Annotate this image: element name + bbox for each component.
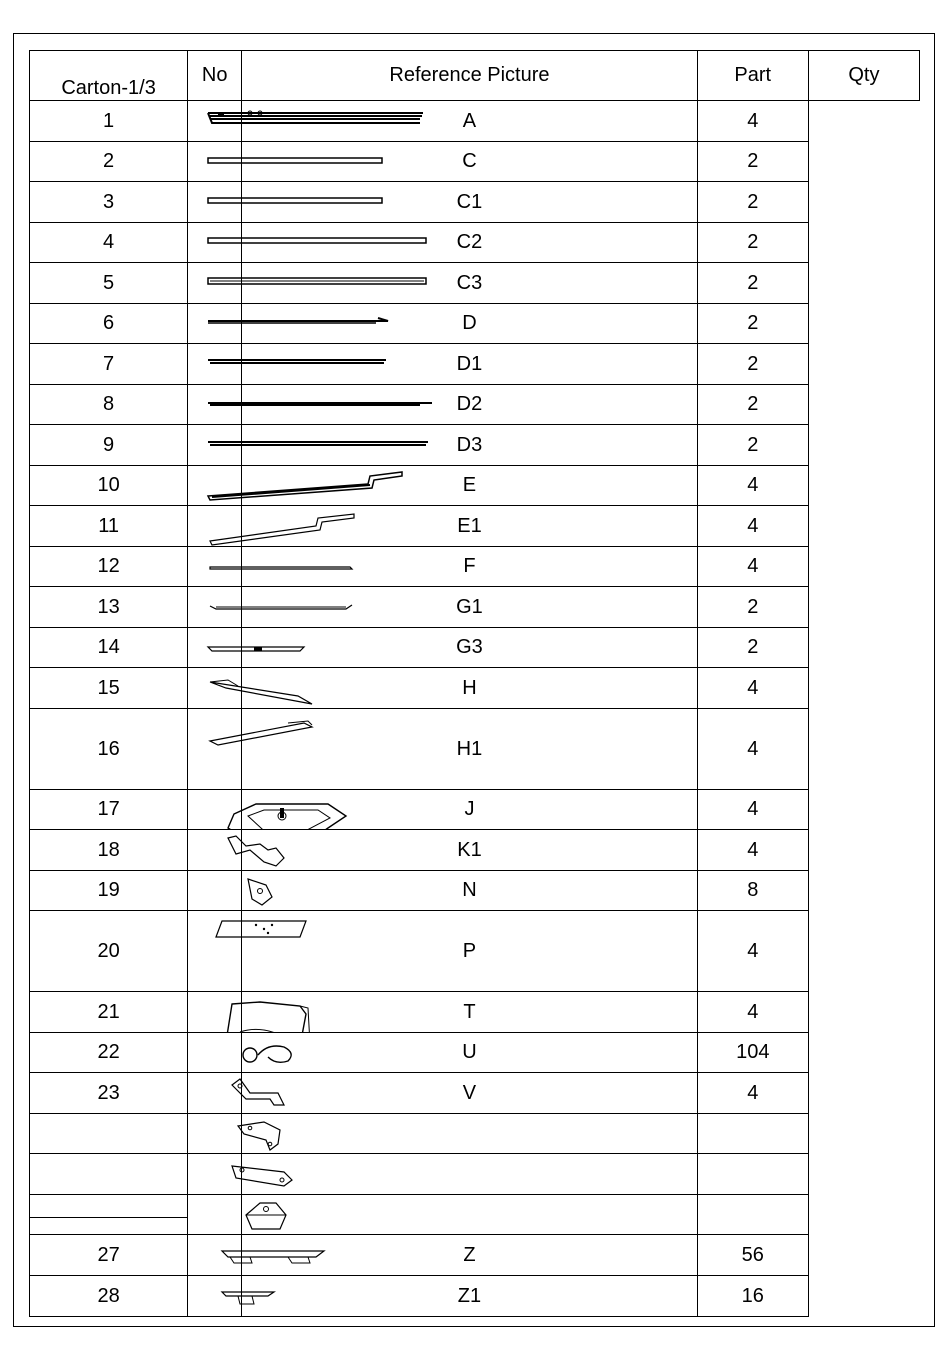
table-row — [30, 182, 920, 223]
table-row — [30, 466, 920, 506]
part-code: N — [242, 871, 698, 911]
table-row — [30, 101, 920, 142]
table-row — [30, 1235, 920, 1276]
reference-picture-cell — [188, 628, 242, 668]
reference-picture-cell — [188, 1033, 242, 1073]
connector-t-icon — [188, 992, 488, 1032]
reference-picture-cell — [188, 263, 242, 304]
plate-p-icon — [188, 911, 488, 991]
reference-picture-cell — [188, 466, 242, 506]
strip-f-icon — [188, 547, 488, 586]
row-number: 5 — [30, 263, 188, 304]
beam-d-icon — [188, 304, 488, 343]
header-row — [30, 51, 920, 101]
row-number: 20 — [30, 911, 188, 992]
bracket-n-icon — [188, 871, 488, 910]
hook-u-icon — [188, 1033, 488, 1072]
part-quantity: 2 — [697, 628, 808, 668]
rafter-e-icon — [188, 466, 488, 505]
block-blank-3-icon — [188, 1195, 488, 1234]
reference-picture-cell — [188, 1073, 242, 1114]
table-row — [30, 1033, 920, 1073]
part-code: F — [242, 547, 698, 587]
part-code: C2 — [242, 223, 698, 263]
row-number: 22 — [30, 1033, 188, 1073]
table-row — [30, 304, 920, 344]
table-row — [30, 911, 920, 992]
part-quantity: 16 — [697, 1276, 808, 1317]
part-code: E — [242, 466, 698, 506]
plate-blank-2-icon — [188, 1154, 488, 1194]
parts-table — [29, 50, 920, 1317]
reference-picture-cell — [188, 101, 242, 142]
part-code: D2 — [242, 385, 698, 425]
reference-picture-cell — [188, 587, 242, 628]
row-number: 18 — [30, 830, 188, 871]
parts-rows — [30, 101, 920, 1317]
part-quantity: 4 — [697, 1073, 808, 1114]
row-number: 12 — [30, 547, 188, 587]
part-code: Z1 — [242, 1276, 698, 1317]
table-row — [30, 830, 920, 871]
part-quantity: 4 — [697, 668, 808, 709]
row-number — [30, 1195, 188, 1235]
reference-picture-cell — [188, 668, 242, 709]
brace-h1-icon — [188, 709, 488, 789]
row-number: 10 — [30, 466, 188, 506]
part-code: C3 — [242, 263, 698, 304]
table-row — [30, 871, 920, 911]
bracket-k1-icon — [188, 830, 488, 870]
row-number: 27 — [30, 1235, 188, 1276]
long-rail-a-icon — [188, 101, 488, 141]
part-quantity — [697, 1154, 808, 1195]
table-row — [30, 1073, 920, 1114]
strip-g1-icon — [188, 587, 488, 627]
reference-picture-cell — [188, 182, 242, 223]
part-quantity: 56 — [697, 1235, 808, 1276]
part-code: C1 — [242, 182, 698, 223]
row-number: 7 — [30, 344, 188, 385]
clip-z-icon — [188, 1235, 488, 1275]
bar-c1-icon — [188, 182, 488, 222]
row-number: 13 — [30, 587, 188, 628]
reference-picture-cell — [188, 790, 242, 830]
table-row — [30, 709, 920, 790]
reference-picture-cell — [188, 425, 242, 466]
part-code: A — [242, 101, 698, 142]
reference-picture-cell — [188, 223, 242, 263]
part-code: P — [242, 911, 698, 992]
row-number: 9 — [30, 425, 188, 466]
row-number: 1 — [30, 101, 188, 142]
part-code: G1 — [242, 587, 698, 628]
part-quantity: 4 — [697, 547, 808, 587]
part-code: Z — [242, 1235, 698, 1276]
reference-picture-cell — [188, 871, 242, 911]
part-quantity: 2 — [697, 385, 808, 425]
row-number: 2 — [30, 142, 188, 182]
row-number: 21 — [30, 992, 188, 1033]
table-row — [30, 1154, 920, 1195]
beam-d3-icon — [188, 425, 488, 465]
row-number: 11 — [30, 506, 188, 547]
reference-picture-cell — [188, 547, 242, 587]
part-quantity: 2 — [697, 142, 808, 182]
part-quantity: 2 — [697, 263, 808, 304]
reference-picture-cell — [188, 1154, 242, 1195]
header-part: Part — [697, 51, 808, 101]
table-row — [30, 425, 920, 466]
part-quantity: 4 — [697, 101, 808, 142]
part-quantity: 2 — [697, 587, 808, 628]
part-quantity: 4 — [697, 709, 808, 790]
clip-z1-icon — [188, 1276, 488, 1316]
table-row — [30, 1276, 920, 1317]
row-number — [30, 1154, 188, 1195]
reference-picture-cell — [188, 1195, 242, 1235]
row-number: 14 — [30, 628, 188, 668]
beam-d1-icon — [188, 344, 488, 384]
part-quantity: 4 — [697, 830, 808, 871]
reference-picture-cell — [188, 385, 242, 425]
carton-divider — [29, 1217, 188, 1218]
part-code: G3 — [242, 628, 698, 668]
table-row — [30, 1195, 920, 1235]
reference-picture-cell — [188, 344, 242, 385]
reference-picture-cell — [188, 1114, 242, 1154]
part-quantity: 2 — [697, 344, 808, 385]
table-row — [30, 992, 920, 1033]
reference-picture-cell — [188, 709, 242, 790]
row-number: 16 — [30, 709, 188, 790]
part-quantity: 4 — [697, 911, 808, 992]
strip-g3-icon — [188, 628, 488, 667]
row-number: 6 — [30, 304, 188, 344]
part-code: U — [242, 1033, 698, 1073]
part-quantity: 104 — [697, 1033, 808, 1073]
part-code: E1 — [242, 506, 698, 547]
table-row — [30, 668, 920, 709]
brace-h-icon — [188, 668, 488, 708]
part-quantity — [697, 1195, 808, 1235]
part-quantity: 4 — [697, 466, 808, 506]
table-row — [30, 587, 920, 628]
part-code: K1 — [242, 830, 698, 871]
table-row — [30, 628, 920, 668]
table-row — [30, 223, 920, 263]
row-number: 3 — [30, 182, 188, 223]
header-no: No — [188, 51, 242, 101]
part-quantity — [697, 1114, 808, 1154]
part-quantity: 4 — [697, 506, 808, 547]
part-quantity: 2 — [697, 223, 808, 263]
part-code: D — [242, 304, 698, 344]
row-number: 17 — [30, 790, 188, 830]
part-quantity: 4 — [697, 992, 808, 1033]
table-row — [30, 1114, 920, 1154]
reference-picture-cell — [188, 992, 242, 1033]
table-row — [30, 547, 920, 587]
reference-picture-cell — [188, 911, 242, 992]
table-row — [30, 263, 920, 304]
part-code: H — [242, 668, 698, 709]
part-code: J — [242, 790, 698, 830]
part-quantity: 2 — [697, 425, 808, 466]
row-number: 23 — [30, 1073, 188, 1114]
row-number: 19 — [30, 871, 188, 911]
header-reference-picture: Reference Picture — [242, 51, 698, 101]
reference-picture-cell — [188, 1235, 242, 1276]
reference-picture-cell — [188, 304, 242, 344]
table-row — [30, 344, 920, 385]
bracket-blank-1-icon — [188, 1114, 488, 1153]
part-code: V — [242, 1073, 698, 1114]
reference-picture-cell — [188, 142, 242, 182]
bar-c3-icon — [188, 263, 488, 303]
base-plate-j-icon — [188, 790, 488, 829]
reference-picture-cell — [188, 830, 242, 871]
part-code: T — [242, 992, 698, 1033]
part-code: H1 — [242, 709, 698, 790]
bracket-v-icon — [188, 1073, 488, 1113]
row-number: 8 — [30, 385, 188, 425]
row-number — [30, 1114, 188, 1154]
part-quantity: 2 — [697, 182, 808, 223]
part-quantity: 4 — [697, 790, 808, 830]
table-row — [30, 790, 920, 830]
reference-picture-cell — [188, 1276, 242, 1317]
row-number: 15 — [30, 668, 188, 709]
carton-label: Carton-1/3 — [30, 51, 188, 101]
part-quantity: 8 — [697, 871, 808, 911]
bar-c2-icon — [188, 223, 488, 262]
table-row — [30, 385, 920, 425]
bar-c-icon — [188, 142, 488, 181]
part-quantity: 2 — [697, 304, 808, 344]
row-number: 28 — [30, 1276, 188, 1317]
beam-d2-icon — [188, 385, 488, 424]
table-row — [30, 506, 920, 547]
part-code: D1 — [242, 344, 698, 385]
part-code: D3 — [242, 425, 698, 466]
row-number: 4 — [30, 223, 188, 263]
rafter-e1-icon — [188, 506, 488, 546]
part-code: C — [242, 142, 698, 182]
header-qty: Qty — [808, 51, 919, 101]
reference-picture-cell — [188, 506, 242, 547]
table-row — [30, 142, 920, 182]
